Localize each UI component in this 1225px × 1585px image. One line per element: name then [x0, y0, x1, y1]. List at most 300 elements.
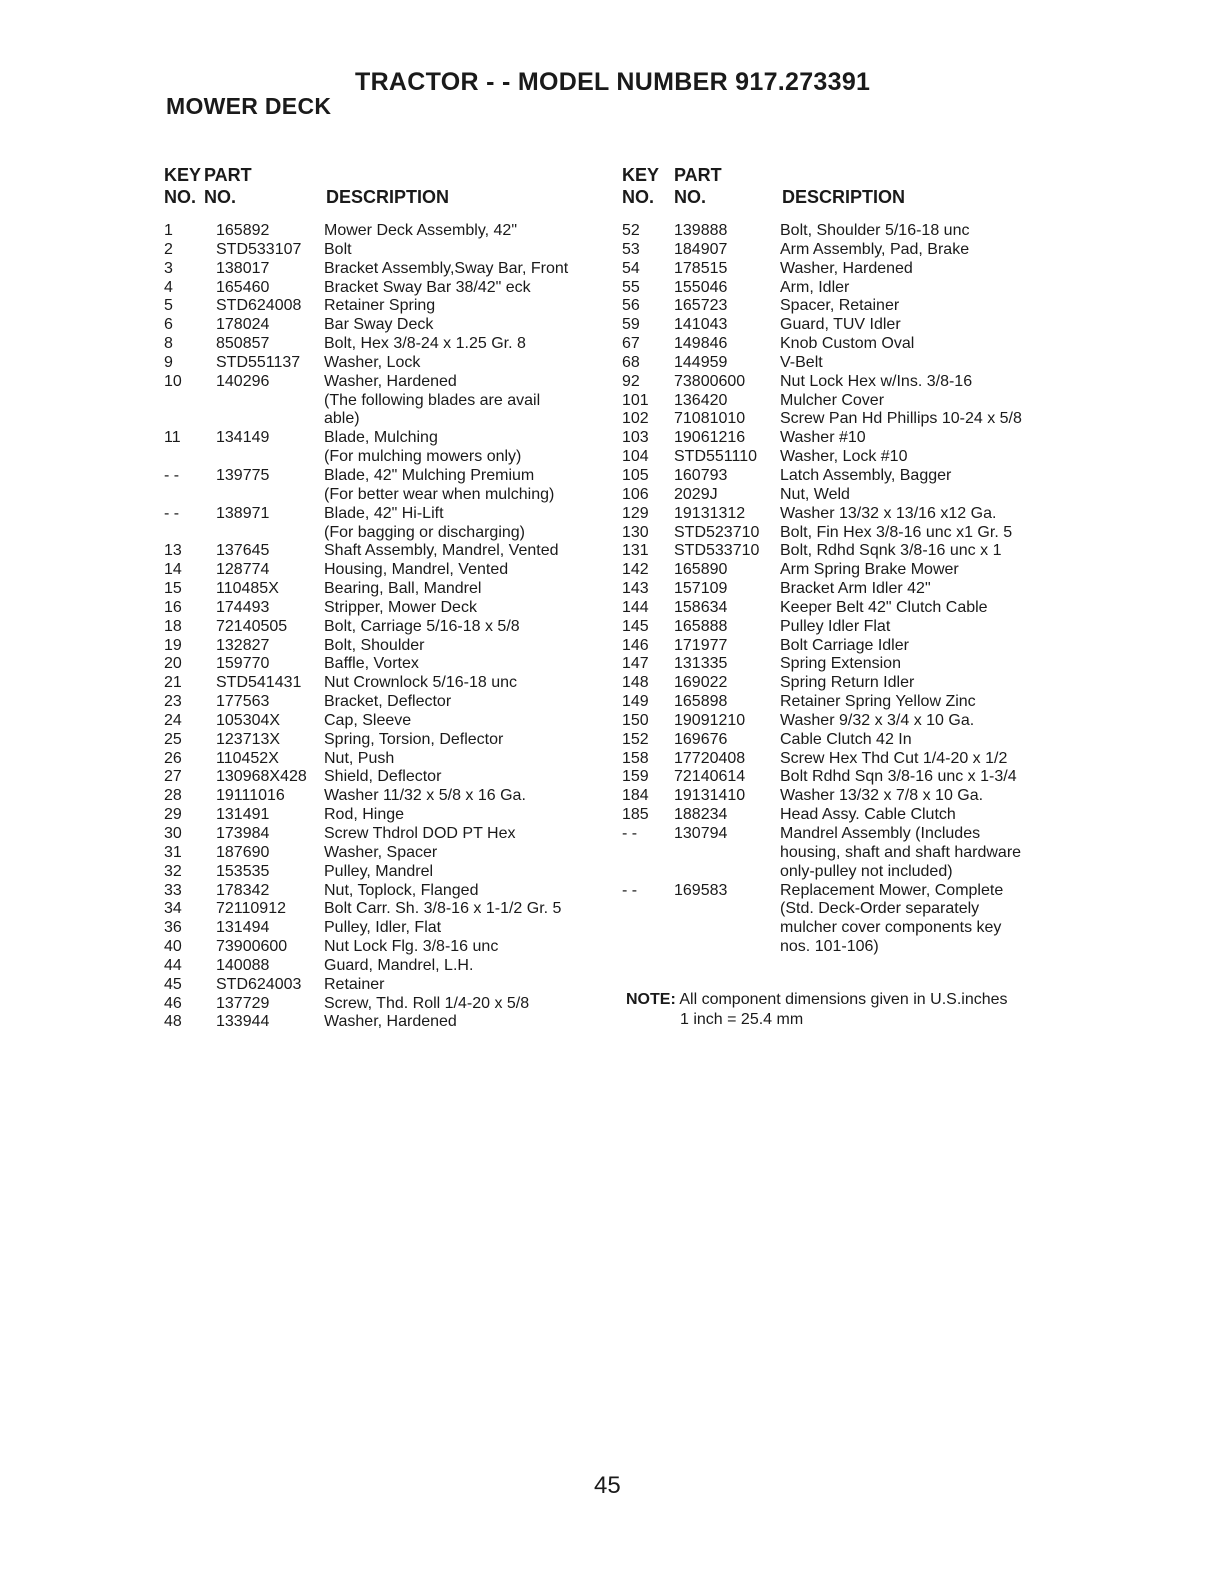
part-description: Bolt Carriage Idler — [780, 636, 909, 654]
key-number: 26 — [164, 749, 182, 767]
key-number: 2 — [164, 240, 173, 258]
key-header-bottom: NO. — [622, 187, 655, 207]
part-number: 165890 — [674, 561, 728, 579]
part-description: Washer, Hardened (The following blades are avail able) — [324, 372, 541, 428]
part-description: Nut, Weld — [780, 485, 850, 503]
part-description: Guard, Mandrel, L.H. — [324, 956, 474, 974]
part-row — [164, 655, 604, 674]
key-number: 11 — [164, 429, 181, 447]
section-title: MOWER DECK — [166, 93, 332, 119]
key-number: 131 — [622, 542, 649, 560]
part-number: 159770 — [216, 655, 270, 673]
part-row — [622, 486, 1062, 505]
part-number: 131491 — [216, 806, 270, 824]
part-row — [164, 599, 604, 618]
part-row — [622, 674, 1062, 693]
part-number: 133944 — [216, 1013, 270, 1031]
part-row — [164, 542, 604, 561]
part-description: Retainer — [324, 975, 385, 993]
key-number: 54 — [622, 259, 640, 277]
part-description: Mandrel Assembly (Includes housing, shaft and shaft hardware only-pulley not included) — [780, 825, 1022, 880]
part-row — [164, 882, 604, 901]
key-number: 143 — [622, 580, 649, 598]
note-conversion: 1 inch = 25.4 mm — [680, 1011, 804, 1028]
part-row — [164, 335, 604, 354]
part-number: 110452X — [216, 749, 279, 767]
part-number: 178515 — [674, 259, 728, 277]
part-number: 165888 — [674, 617, 728, 635]
description-header: DESCRIPTION — [326, 187, 450, 207]
part-description: Arm Spring Brake Mower — [780, 561, 959, 579]
part-description: Washer, Spacer — [324, 843, 438, 861]
part-description: Washer, Hardened — [780, 259, 913, 277]
part-row — [622, 335, 1062, 354]
part-header-bottom: NO. — [204, 187, 237, 207]
part-description: Replacement Mower, Complete (Std. Deck-Order separately mulcher cover components key nos. 101-106) — [780, 881, 1004, 956]
part-row — [622, 297, 1062, 316]
key-number: 55 — [622, 278, 640, 296]
parts-list-right — [622, 222, 1062, 957]
key-number: 1 — [164, 222, 173, 239]
part-row — [164, 806, 604, 825]
part-description: Bearing, Ball, Mandrel — [324, 580, 482, 598]
key-number: - - — [164, 504, 180, 522]
part-number: STD523710 — [674, 523, 760, 541]
key-number: 13 — [164, 542, 182, 560]
part-number: STD624008 — [216, 297, 302, 315]
part-row — [164, 222, 604, 241]
part-row — [622, 618, 1062, 637]
part-description: Knob Custom Oval — [780, 335, 915, 353]
key-number: 67 — [622, 335, 640, 353]
part-header-bottom: NO. — [674, 187, 707, 207]
part-number: 174493 — [216, 598, 270, 616]
part-row — [622, 392, 1062, 411]
key-number: 103 — [622, 429, 649, 447]
part-description: Arm Assembly, Pad, Brake — [780, 240, 970, 258]
key-header-top: KEY — [622, 165, 660, 185]
key-number: 48 — [164, 1013, 182, 1031]
key-number: 36 — [164, 919, 182, 937]
part-row — [164, 787, 604, 806]
parts-column-right — [622, 165, 1062, 957]
part-row — [622, 448, 1062, 467]
key-number: 27 — [164, 768, 182, 786]
part-number: 184907 — [674, 240, 728, 258]
part-description: V-Belt — [780, 353, 823, 371]
part-row — [164, 768, 604, 787]
part-number: 128774 — [216, 561, 270, 579]
part-number: 160793 — [674, 466, 728, 484]
key-number: 130 — [622, 523, 649, 541]
part-number: 2029J — [674, 485, 718, 503]
part-row — [164, 976, 604, 995]
dimension-note — [626, 990, 1008, 1030]
part-row — [164, 429, 604, 467]
key-number: 32 — [164, 862, 182, 880]
part-description: Shield, Deflector — [324, 768, 442, 786]
part-row — [164, 260, 604, 279]
part-number: 139775 — [216, 466, 270, 484]
key-number: 31 — [164, 843, 182, 861]
part-description: Washer 13/32 x 13/16 x12 Ga. — [780, 504, 997, 522]
key-number: - - — [164, 466, 180, 484]
part-number: 165892 — [216, 222, 270, 239]
part-description: Screw, Thd. Roll 1/4-20 x 5/8 — [324, 994, 530, 1012]
part-description: Bracket, Deflector — [324, 693, 452, 711]
note-text: All component dimensions given in U.S.inches — [679, 991, 1008, 1008]
part-number: 187690 — [216, 843, 270, 861]
part-row — [164, 693, 604, 712]
key-number: 15 — [164, 580, 182, 598]
part-description: Screw Hex Thd Cut 1/4-20 x 1/2 — [780, 749, 1008, 767]
key-number: 129 — [622, 504, 649, 522]
key-number: 10 — [164, 372, 182, 390]
part-description: Nut Crownlock 5/16-18 unc — [324, 674, 517, 692]
part-number: 131335 — [674, 655, 728, 673]
key-number: 6 — [164, 316, 173, 334]
part-row — [622, 241, 1062, 260]
part-row — [622, 373, 1062, 392]
key-number: 53 — [622, 240, 640, 258]
part-number: 138017 — [216, 259, 270, 277]
key-number: 106 — [622, 485, 649, 503]
part-number: 165898 — [674, 693, 728, 711]
part-row — [622, 806, 1062, 825]
part-number: 110485X — [216, 580, 279, 598]
part-number: 177563 — [216, 693, 270, 711]
part-number: 169676 — [674, 730, 728, 748]
part-number: 155046 — [674, 278, 728, 296]
part-description: Rod, Hinge — [324, 806, 405, 824]
part-description: Blade, Mulching (For mulching mowers only) — [324, 429, 522, 466]
part-description: Nut, Toplock, Flanged — [324, 881, 479, 899]
part-row — [164, 637, 604, 656]
part-row — [622, 787, 1062, 806]
part-description: Latch Assembly, Bagger — [780, 466, 952, 484]
part-row — [164, 995, 604, 1014]
part-row — [164, 957, 604, 976]
part-number: 19131312 — [674, 504, 746, 522]
part-number: 131494 — [216, 919, 270, 937]
part-description: Bolt, Carriage 5/16-18 x 5/8 — [324, 617, 520, 635]
key-number: 144 — [622, 598, 649, 616]
part-row — [622, 731, 1062, 750]
part-row — [164, 750, 604, 769]
part-description: Housing, Mandrel, Vented — [324, 561, 509, 579]
part-description: Spring, Torsion, Deflector — [324, 730, 504, 748]
part-number: 137729 — [216, 994, 270, 1012]
part-row — [164, 297, 604, 316]
part-row — [164, 561, 604, 580]
part-description: Bar Sway Deck — [324, 316, 434, 334]
part-number: 19091210 — [674, 711, 746, 729]
part-row — [622, 750, 1062, 769]
part-row — [622, 354, 1062, 373]
key-number: 102 — [622, 410, 649, 428]
part-row — [622, 825, 1062, 882]
description-header: DESCRIPTION — [782, 187, 906, 207]
part-description: Shaft Assembly, Mandrel, Vented — [324, 542, 559, 560]
part-description: Blade, 42" Mulching Premium (For better wear when mulching) — [324, 466, 555, 503]
part-number: 171977 — [674, 636, 728, 654]
part-number: 19111016 — [216, 787, 285, 805]
part-description: Bolt Rdhd Sqn 3/8-16 unc x 1-3/4 — [780, 768, 1017, 786]
key-number: 9 — [164, 353, 173, 371]
part-description: Washer 13/32 x 7/8 x 10 Ga. — [780, 787, 984, 805]
key-header-bottom: NO. — [164, 187, 197, 207]
key-number: 33 — [164, 881, 182, 899]
parts-column-left — [164, 165, 604, 1032]
key-number: 142 — [622, 561, 649, 579]
key-header-top: KEY — [164, 165, 202, 185]
part-row — [622, 316, 1062, 335]
key-number: 34 — [164, 900, 182, 918]
part-number: 72110912 — [216, 900, 286, 918]
part-number: 134149 — [216, 429, 270, 447]
part-description: Washer, Lock #10 — [780, 448, 908, 466]
part-number: 141043 — [674, 316, 728, 334]
key-number: 185 — [622, 806, 649, 824]
part-description: Washer 9/32 x 3/4 x 10 Ga. — [780, 711, 975, 729]
part-row — [622, 467, 1062, 486]
part-number: 132827 — [216, 636, 270, 654]
part-description: Washer, Lock — [324, 353, 421, 371]
part-number: 105304X — [216, 711, 281, 729]
key-number: 20 — [164, 655, 182, 673]
part-row — [622, 655, 1062, 674]
part-number: 123713X — [216, 730, 281, 748]
part-row — [622, 693, 1062, 712]
part-number: 19061216 — [674, 429, 746, 447]
parts-list-left — [164, 222, 604, 1032]
part-description: Bolt, Shoulder — [324, 636, 425, 654]
part-number: 169022 — [674, 674, 728, 692]
part-number: 138971 — [216, 504, 270, 522]
part-number: STD624003 — [216, 975, 302, 993]
part-number: 17720408 — [674, 749, 746, 767]
part-number: 157109 — [674, 580, 728, 598]
part-description: Spring Extension — [780, 655, 901, 673]
part-description: Mulcher Cover — [780, 391, 885, 409]
part-description: Blade, 42" Hi-Lift (For bagging or discharging) — [324, 504, 525, 541]
part-number: 169583 — [674, 881, 728, 899]
key-number: 145 — [622, 617, 649, 635]
key-number: 16 — [164, 598, 182, 616]
part-number: 130968X428 — [216, 768, 307, 786]
part-number: 71081010 — [674, 410, 746, 428]
part-row — [622, 542, 1062, 561]
page-title: TRACTOR - - MODEL NUMBER 917.273391 — [355, 68, 871, 96]
key-number: 19 — [164, 636, 182, 654]
key-number: 148 — [622, 674, 649, 692]
column-header — [622, 165, 1062, 211]
key-number: 147 — [622, 655, 649, 673]
part-row — [622, 580, 1062, 599]
key-number: 8 — [164, 335, 173, 353]
part-row — [622, 222, 1062, 241]
part-description: Bolt — [324, 240, 352, 258]
part-row — [622, 637, 1062, 656]
key-number: 92 — [622, 372, 640, 390]
part-number: 178024 — [216, 316, 270, 334]
key-number: 68 — [622, 353, 640, 371]
key-number: - - — [622, 825, 638, 842]
part-description: Baffle, Vortex — [324, 655, 419, 673]
key-number: 28 — [164, 787, 182, 805]
key-number: 146 — [622, 636, 649, 654]
part-number: 72140505 — [216, 617, 288, 635]
part-description: Washer, Hardened — [324, 1013, 457, 1031]
key-number: 105 — [622, 466, 649, 484]
part-number: 144959 — [674, 353, 728, 371]
page-number: 45 — [594, 1472, 621, 1499]
part-row — [164, 316, 604, 335]
part-description: Bracket Arm Idler 42" — [780, 580, 931, 598]
key-number: 56 — [622, 297, 640, 315]
part-description: Bolt, Hex 3/8-24 x 1.25 Gr. 8 — [324, 335, 526, 353]
part-number: 19131410 — [674, 787, 746, 805]
part-description: Screw Pan Hd Phillips 10-24 x 5/8 — [780, 410, 1022, 428]
part-description: Arm, Idler — [780, 278, 850, 296]
part-description: Washer #10 — [780, 429, 866, 447]
key-number: 25 — [164, 730, 182, 748]
part-row — [164, 863, 604, 882]
part-row — [164, 1013, 604, 1032]
part-description: Guard, TUV Idler — [780, 316, 901, 334]
part-row — [164, 900, 604, 919]
part-row — [622, 599, 1062, 618]
part-description: Spacer, Retainer — [780, 297, 900, 315]
key-number: 44 — [164, 956, 182, 974]
part-row — [164, 373, 604, 430]
key-number: 24 — [164, 711, 182, 729]
part-number: 158634 — [674, 598, 728, 616]
part-number: STD533107 — [216, 240, 302, 258]
part-row — [622, 561, 1062, 580]
part-number: STD551110 — [674, 448, 758, 466]
part-description: Bolt, Rdhd Sqnk 3/8-16 unc x 1 — [780, 542, 1002, 560]
key-number: 150 — [622, 711, 649, 729]
part-row — [622, 768, 1062, 787]
key-number: 18 — [164, 617, 182, 635]
part-description: Retainer Spring Yellow Zinc — [780, 693, 976, 711]
part-number: 137645 — [216, 542, 270, 560]
part-description: Bolt, Fin Hex 3/8-16 unc x1 Gr. 5 — [780, 523, 1013, 541]
part-description: Bolt, Shoulder 5/16-18 unc — [780, 222, 970, 239]
part-number: STD551137 — [216, 353, 301, 371]
part-number: 73800600 — [674, 372, 746, 390]
key-number: 45 — [164, 975, 182, 993]
key-number: 14 — [164, 561, 182, 579]
part-description: Nut Lock Hex w/Ins. 3/8-16 — [780, 372, 973, 390]
part-description: Nut Lock Flg. 3/8-16 unc — [324, 938, 499, 956]
part-description: Bracket Assembly,Sway Bar, Front — [324, 259, 569, 277]
part-number: 178342 — [216, 881, 270, 899]
part-description: Bracket Sway Bar 38/42" eck — [324, 278, 531, 296]
part-number: STD533710 — [674, 542, 760, 560]
part-row — [164, 279, 604, 298]
key-number: 159 — [622, 768, 649, 786]
part-number: 173984 — [216, 825, 270, 842]
key-number: 5 — [164, 297, 173, 315]
part-number: 140296 — [216, 372, 270, 390]
part-row — [622, 410, 1062, 429]
part-description: Nut, Push — [324, 749, 395, 767]
part-header-top: PART — [204, 165, 252, 185]
part-row — [622, 429, 1062, 448]
key-number: 29 — [164, 806, 182, 824]
part-number: 149846 — [674, 335, 728, 353]
key-number: 23 — [164, 693, 182, 711]
part-number: 165723 — [674, 297, 728, 315]
key-number: 21 — [164, 674, 182, 692]
key-number: 184 — [622, 787, 649, 805]
part-description: Washer 11/32 x 5/8 x 16 Ga. — [324, 787, 526, 805]
part-number: 188234 — [674, 806, 728, 824]
part-row — [164, 580, 604, 599]
part-row — [164, 938, 604, 957]
part-description: Cap, Sleeve — [324, 711, 412, 729]
part-row — [622, 524, 1062, 543]
part-description: Keeper Belt 42" Clutch Cable — [780, 598, 988, 616]
part-description: Pulley, Idler, Flat — [324, 919, 442, 937]
part-description: Pulley, Mandrel — [324, 862, 434, 880]
key-number: 30 — [164, 825, 182, 842]
key-number: 101 — [622, 391, 649, 409]
part-number: 153535 — [216, 862, 270, 880]
part-description: Stripper, Mower Deck — [324, 598, 477, 616]
part-row — [164, 354, 604, 373]
key-number: 52 — [622, 222, 640, 239]
part-description: Cable Clutch 42 In — [780, 730, 912, 748]
part-number: 140088 — [216, 956, 270, 974]
part-description: Mower Deck Assembly, 42" — [324, 222, 517, 239]
part-row — [164, 241, 604, 260]
column-header — [164, 165, 604, 211]
key-number: 152 — [622, 730, 649, 748]
part-row — [622, 260, 1062, 279]
part-number: 136420 — [674, 391, 728, 409]
part-description: Retainer Spring — [324, 297, 436, 315]
note-label: NOTE: — [626, 991, 676, 1008]
key-number: - - — [622, 881, 638, 899]
part-header-top: PART — [674, 165, 722, 185]
key-number: 149 — [622, 693, 649, 711]
part-row — [164, 467, 604, 505]
part-number: 130794 — [674, 825, 728, 842]
key-number: 3 — [164, 259, 173, 277]
key-number: 4 — [164, 278, 173, 296]
part-number: 139888 — [674, 222, 728, 239]
part-row — [164, 505, 604, 543]
part-row — [622, 882, 1062, 957]
part-row — [164, 712, 604, 731]
part-description: Screw Thdrol DOD PT Hex — [324, 825, 516, 842]
part-row — [164, 674, 604, 693]
part-row — [164, 618, 604, 637]
part-row — [164, 844, 604, 863]
part-description: Pulley Idler Flat — [780, 617, 891, 635]
part-number: 165460 — [216, 278, 270, 296]
part-row — [622, 712, 1062, 731]
part-row — [622, 279, 1062, 298]
part-description: Head Assy. Cable Clutch — [780, 806, 956, 824]
part-description: Spring Return Idler — [780, 674, 915, 692]
part-number: STD541431 — [216, 674, 302, 692]
part-row — [164, 825, 604, 844]
part-description: Bolt Carr. Sh. 3/8-16 x 1-1/2 Gr. 5 — [324, 900, 562, 918]
